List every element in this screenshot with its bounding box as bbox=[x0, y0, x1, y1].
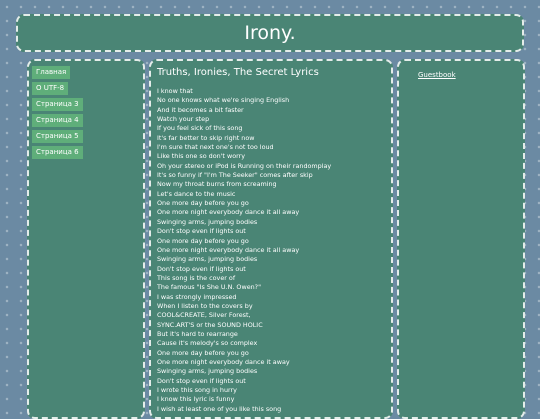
lyric-line: One more night everybody dance it all away bbox=[157, 245, 300, 254]
lyric-line: One more day before you go bbox=[157, 348, 249, 357]
nav-item-about-utf8[interactable]: О UTF-8 bbox=[32, 82, 68, 95]
lyric-line: Don't stop even if lights out bbox=[157, 376, 246, 385]
sidebar-nav bbox=[32, 66, 83, 159]
lyric-line: I know this lyric is funny bbox=[157, 395, 235, 404]
lyric-line: But it's hard to rearrange bbox=[157, 329, 238, 338]
header-panel bbox=[16, 14, 524, 52]
lyric-line: Swinging arms, jumping bodies bbox=[157, 255, 258, 264]
lyric-line: No one knows what we're singing English bbox=[157, 96, 290, 105]
lyric-line: Don't stop even if lights out bbox=[157, 227, 246, 236]
lyric-line: Swinging arms, jumping bodies bbox=[157, 367, 258, 376]
lyric-line: Watch your step bbox=[157, 115, 210, 124]
lyric-line: Oh your stereo or iPod is Running on their randomplay bbox=[157, 161, 332, 170]
lyric-line: And it becomes a bit faster bbox=[157, 105, 244, 114]
lyrics-title: Truths, Ironies, The Secret Lyrics bbox=[157, 67, 319, 78]
lyric-line: This song is the cover of bbox=[157, 273, 236, 282]
nav-item-page-5[interactable]: Страница 5 bbox=[32, 130, 83, 143]
guestbook-link[interactable]: Guestbook bbox=[418, 71, 456, 79]
lyric-line: One more day before you go bbox=[157, 199, 249, 208]
left-sidebar bbox=[27, 59, 145, 419]
lyric-line: COOL&CREATE, Silver Forest, bbox=[157, 311, 251, 320]
lyric-line: Let's dance to the music bbox=[157, 189, 236, 198]
lyric-line: Now my throat burns from screaming bbox=[157, 180, 277, 189]
lyrics-list bbox=[157, 87, 331, 414]
lyric-line: It's far better to skip right now bbox=[157, 133, 255, 142]
lyric-line: It's so funny if "I'm The Seeker" comes after skip bbox=[157, 171, 313, 180]
nav-item-home[interactable]: Главная bbox=[32, 66, 70, 79]
lyric-line: When I listen to the covers by bbox=[157, 301, 253, 310]
lyric-line: SYNC.ART'S or the SOUND HOLIC bbox=[157, 320, 263, 329]
site-title: Irony. bbox=[244, 22, 296, 44]
lyric-line: If you feel sick of this song bbox=[157, 124, 243, 133]
lyric-line: I know that bbox=[157, 87, 193, 95]
lyric-line: The famous "Is She U.N. Owen?" bbox=[157, 283, 262, 292]
nav-item-page-6[interactable]: Страница 6 bbox=[32, 146, 83, 159]
lyric-line: One more night everybody dance it all away bbox=[157, 208, 300, 217]
lyric-line: Like this one so don't worry bbox=[157, 152, 246, 161]
lyric-line: Don't stop even if lights out bbox=[157, 264, 246, 273]
lyric-line: I wrote this song in hurry bbox=[157, 386, 237, 394]
lyric-line: I'm sure that next one's not too loud bbox=[157, 143, 274, 152]
right-sidebar bbox=[397, 59, 525, 419]
lyric-line: One more night everybody dance it away bbox=[157, 357, 290, 366]
lyric-line: I wish at least one of you like this song bbox=[157, 404, 282, 413]
main-content bbox=[149, 59, 393, 419]
nav-item-page-3[interactable]: Страница 3 bbox=[32, 98, 83, 111]
lyric-line: One more day before you go bbox=[157, 236, 249, 245]
lyric-line: I was strongly impressed bbox=[157, 292, 237, 301]
lyric-line: Cause it's melody's so complex bbox=[157, 339, 258, 348]
nav-item-page-4[interactable]: Страница 4 bbox=[32, 114, 83, 127]
lyric-line: Swinging arms, jumping bodies bbox=[157, 217, 258, 226]
